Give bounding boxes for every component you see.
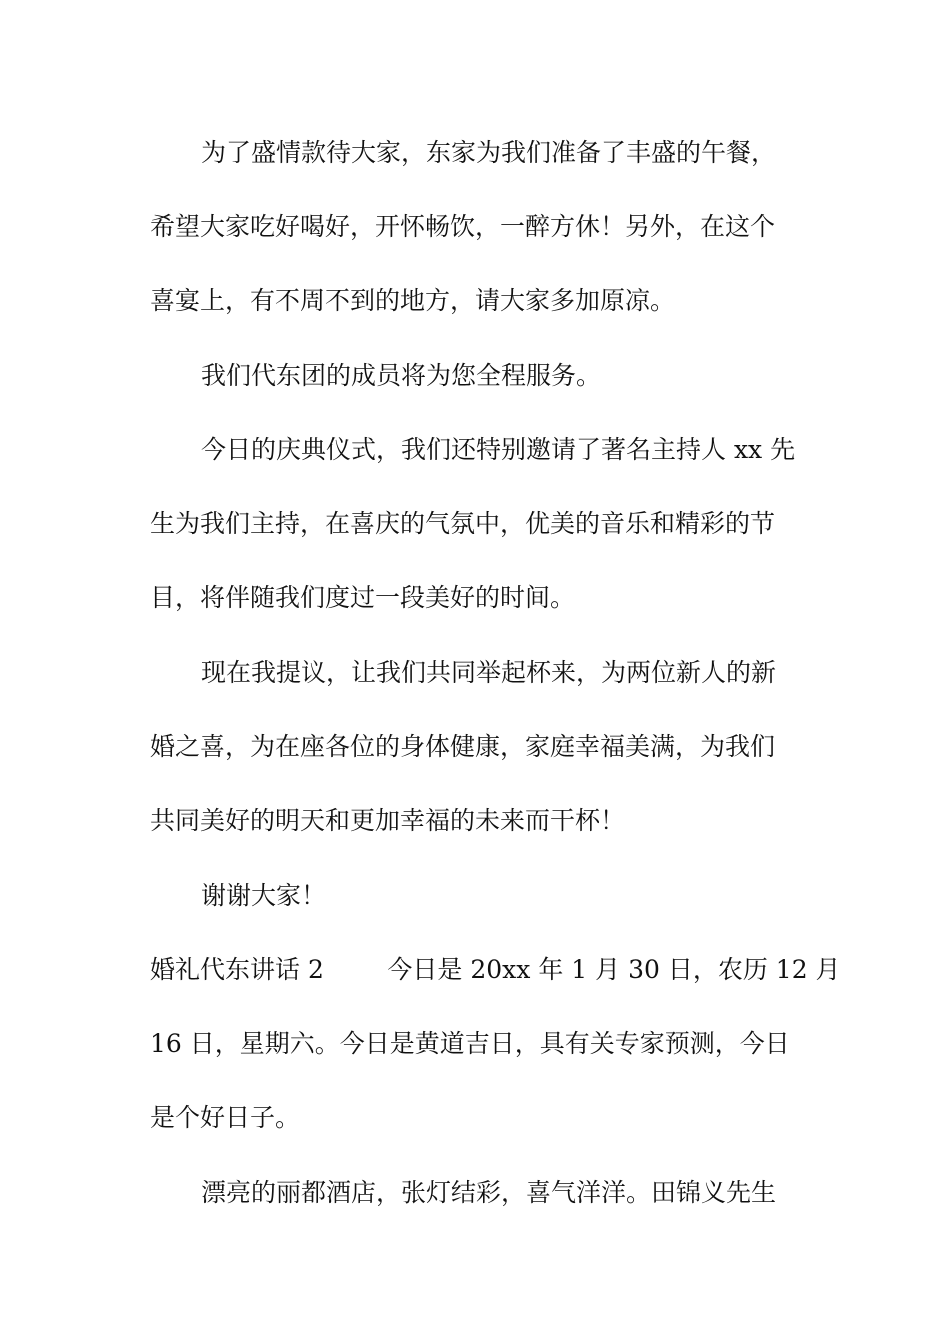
paragraph-line: 婚之喜，为在座各位的身体健康，家庭幸福美满，为我们 bbox=[150, 732, 776, 761]
paragraph-line: 生为我们主持，在喜庆的气氛中，优美的音乐和精彩的节 bbox=[150, 509, 776, 538]
paragraph-line: 16 日，星期六。今日是黄道吉日，具有关专家预测，今日 bbox=[150, 1029, 790, 1058]
paragraph-line: 是个好日子。 bbox=[150, 1103, 301, 1132]
paragraph-line: 现在我提议，让我们共同举起杯来，为两位新人的新 bbox=[201, 658, 777, 687]
paragraph-line: 为了盛情款待大家，东家为我们准备了丰盛的午餐， bbox=[201, 138, 777, 167]
paragraph-line: 希望大家吃好喝好，开怀畅饮，一醉方休！另外，在这个 bbox=[150, 212, 776, 241]
paragraph-line: 谢谢大家！ bbox=[201, 881, 327, 910]
paragraph-line: 我们代东团的成员将为您全程服务。 bbox=[201, 361, 602, 390]
paragraph-line: 漂亮的丽都酒店，张灯结彩，喜气洋洋。田锦义先生 bbox=[201, 1178, 777, 1207]
paragraph-line: 目，将伴随我们度过一段美好的时间。 bbox=[150, 583, 576, 612]
paragraph-line: 共同美好的明天和更加幸福的未来而干杯！ bbox=[150, 806, 626, 835]
section-heading-line: 婚礼代东讲话 2 今日是 20xx 年 1 月 30 日，农历 12 月 bbox=[150, 955, 841, 984]
paragraph-line: 今日的庆典仪式，我们还特别邀请了著名主持人 xx 先 bbox=[201, 435, 796, 464]
paragraph-line: 喜宴上，有不周不到的地方，请大家多加原凉。 bbox=[150, 286, 676, 315]
